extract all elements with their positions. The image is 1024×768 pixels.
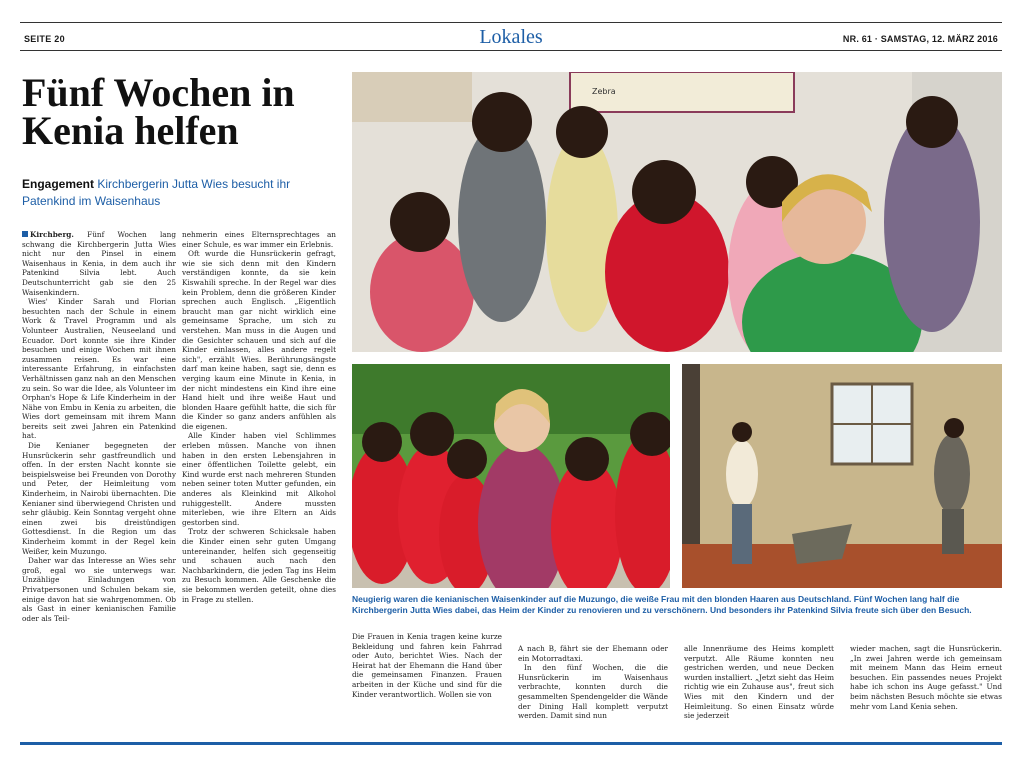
article-column-3 bbox=[352, 632, 502, 760]
bottom-rule bbox=[20, 742, 1002, 745]
photo-caption: Neugierig waren die kenianischen Waisenkinder auf die Muzungo, die weiße Frau mit den blonden Haaren aus Deutschland. Fünf Wochen lang half die Kirchbergerin Jutta Wies dabei, das Heim der Kinder zu renovieren und zu verschönern. Und besonders ihr Patenkind Silvia freute sich über den Besuch. bbox=[352, 594, 972, 615]
kicker-label: Engagement bbox=[22, 177, 95, 191]
issue-date: NR. 61 · SAMSTAG, 12. MÄRZ 2016 bbox=[842, 34, 998, 44]
paragraph: Die Kenianer begegneten der Hunsrückerin sehr gastfreundlich und offen. In der ersten Nacht konnte sie beispielsweise bei Freunden von Dorothy und Peter, der Heimleitung vom Kinderheim, in Nairobi übernachten. Die Kenianer sind überwiegend Christen und sehr gläubig. Kein Sonntag vergeht ohne einen zwei bis dreistündigen Gottesdienst. In die Region um das Kinderheim kommt in der Regel kein Weißer, kein Muzungo. bbox=[22, 441, 176, 556]
paragraph: Oft wurde die Hunsrückerin gefragt, wie sie sich denn mit den Kindern verständigen konnte, da sie kein Kiswahili spreche. In der Regel war dies kein Problem, denn die größeren Kinder sprechen auch Englisch. „Eigentlich braucht man gar nicht wirklich eine gemeinsame Sprache, um sich zu verstehen. Man muss in die Augen und die Gesichter schauen und sich auf die Kinder einlassen, alles andere regelt sich", erzählt Wies. Berührungsängste darf man keine haben, sagt sie, denn es verging kaum eine Minute in Kenia, in der nicht mindestens ein Kind ihre eine Hand hielt und ihre weiße Haut und blonden Haare gefühlt hatte, die sich für die Kinder so ganz anders anfühlen als die eigenen. bbox=[182, 249, 336, 431]
dateline: Kirchberg. bbox=[30, 230, 74, 239]
paragraph: Alle Kinder haben viel Schlimmes erleben müssen. Manche von ihnen haben in den ersten Lebensjahren in einer öffentlichen Toilette gelebt, ein Kind wurde erst nach mehreren Stunden neben seiner toten Mutter gefunden, ein anderes als Kleinkind mit Alkohol ruhiggestellt. Andere mussten miterleben, wie ihre Eltern an Aids gestorben sind. bbox=[182, 431, 336, 527]
paragraph: alle Innenräume des Heims komplett verputzt. Alle Räume konnten neu gestrichen werden, und neue Decken wurden installiert. „Jetzt sieht das Heim richtig wie ein Zuhause aus", freut sich Wies mit den Kindern und der Heimleitung. So einen Einsatz würde sie jederzeit bbox=[684, 644, 834, 721]
paragraph: A nach B, fährt sie der Ehemann oder ein Motorradtaxi. bbox=[518, 644, 668, 663]
section-title: Lokales bbox=[479, 26, 543, 48]
kicker-text: Kirchbergerin Jutta Wies besucht ihr Patenkind im Waisenhaus bbox=[22, 177, 291, 208]
newspaper-page bbox=[20, 22, 1002, 748]
paragraph: Trotz der schweren Schicksale haben die Kinder einen sehr guten Umgang untereinander, helfen sich gegenseitig und schauen auch nach den Nachbarkindern, die jeden Tag ins Heim zu Besuch kommen. Alle Geschenke die sie bekommen werden geteilt, ohne dies in Frage zu stellen. bbox=[182, 527, 336, 604]
paragraph: Die Frauen in Kenia tragen keine kurze Bekleidung und fahren kein Fahrrad oder Auto, berichtet Wies. Nach der Heirat hat der Ehemann die Hand über die gemeinsamen Finanzen. Frauen arbeiten in der Küche und sind für die Kinder verantwortlich. Wollen sie von bbox=[352, 632, 502, 699]
paragraph: nehmerin eines Elternsprechtages an einer Schule, es war immer ein Erlebnis. bbox=[182, 230, 336, 249]
paragraph: Kirchberg. Fünf Wochen lang schwang die Kirchbergerin Jutta Wies nicht nur den Pinsel in einem Waisenhaus in Kenia, in dem auch ihr Patenkind Silvia lebt. Auch Deutschunterricht gab sie den 25 Waisenkindern. bbox=[22, 230, 176, 297]
article-headline: Fünf Wochen in Kenia helfen bbox=[22, 70, 295, 153]
top-rule bbox=[20, 22, 1002, 23]
article-column-1 bbox=[22, 230, 176, 768]
poster-text: Zebra bbox=[592, 87, 616, 96]
photo-children-group bbox=[352, 72, 1002, 352]
paragraph: Daher war das Interesse an Wies sehr groß, egal wo sie unterwegs war. Unzählige Einladungen von Privatpersonen und Schulen bekam sie, einige davon hat sie wahrgenommen. Ob als Gast in einer kenianischen Familie oder als Teil- bbox=[22, 556, 176, 623]
article-kicker bbox=[22, 176, 342, 210]
photo-building-renovation bbox=[682, 364, 1002, 588]
bullet-square-icon bbox=[22, 231, 28, 237]
header-rule bbox=[20, 50, 1002, 51]
photo-children-red-shirts bbox=[352, 364, 670, 588]
article-column-2 bbox=[182, 230, 336, 768]
paragraph: Wies' Kinder Sarah und Florian besuchten nach der Schule in einem Work & Travel Programm und als Volunteer Australien, Neuseeland und Ecuador. Dort konnte sie ihre Kinder besuchen und einige Wochen mit ihnen zusammen reisen. Es war eine interessante Erfahrung, in einfachsten Verhältnissen ganz nah an den Menschen zu sein. So war die Idee, als Volunteer im Orphan's Hope & Life Kinderheim in der Nähe von Embu in Kenia zu arbeiten, die Wies dort gemeinsam mit ihrem Mann bereits seit zwei Jahren ein Patenkind hat. bbox=[22, 297, 176, 441]
page-number: SEITE 20 bbox=[24, 34, 65, 44]
paragraph: wieder machen, sagt die Hunsrückerin. „In zwei Jahren werde ich gemeinsam mit meinem Mann das Heim erneut besuchen. Ein passendes neues Projekt habe ich schon ins Auge gefasst." Und beim nächsten Besuch möchte sie etwas mehr vom Land Kenia sehen. bbox=[850, 644, 1002, 711]
paragraph: In den fünf Wochen, die die Hunsrückerin im Waisenhaus verbrachte, konnten durch die gesammelten Spendengelder die Wände der Dining Hall komplett verputzt werden. Damit sind nun bbox=[518, 663, 668, 721]
page-header bbox=[20, 26, 1002, 48]
